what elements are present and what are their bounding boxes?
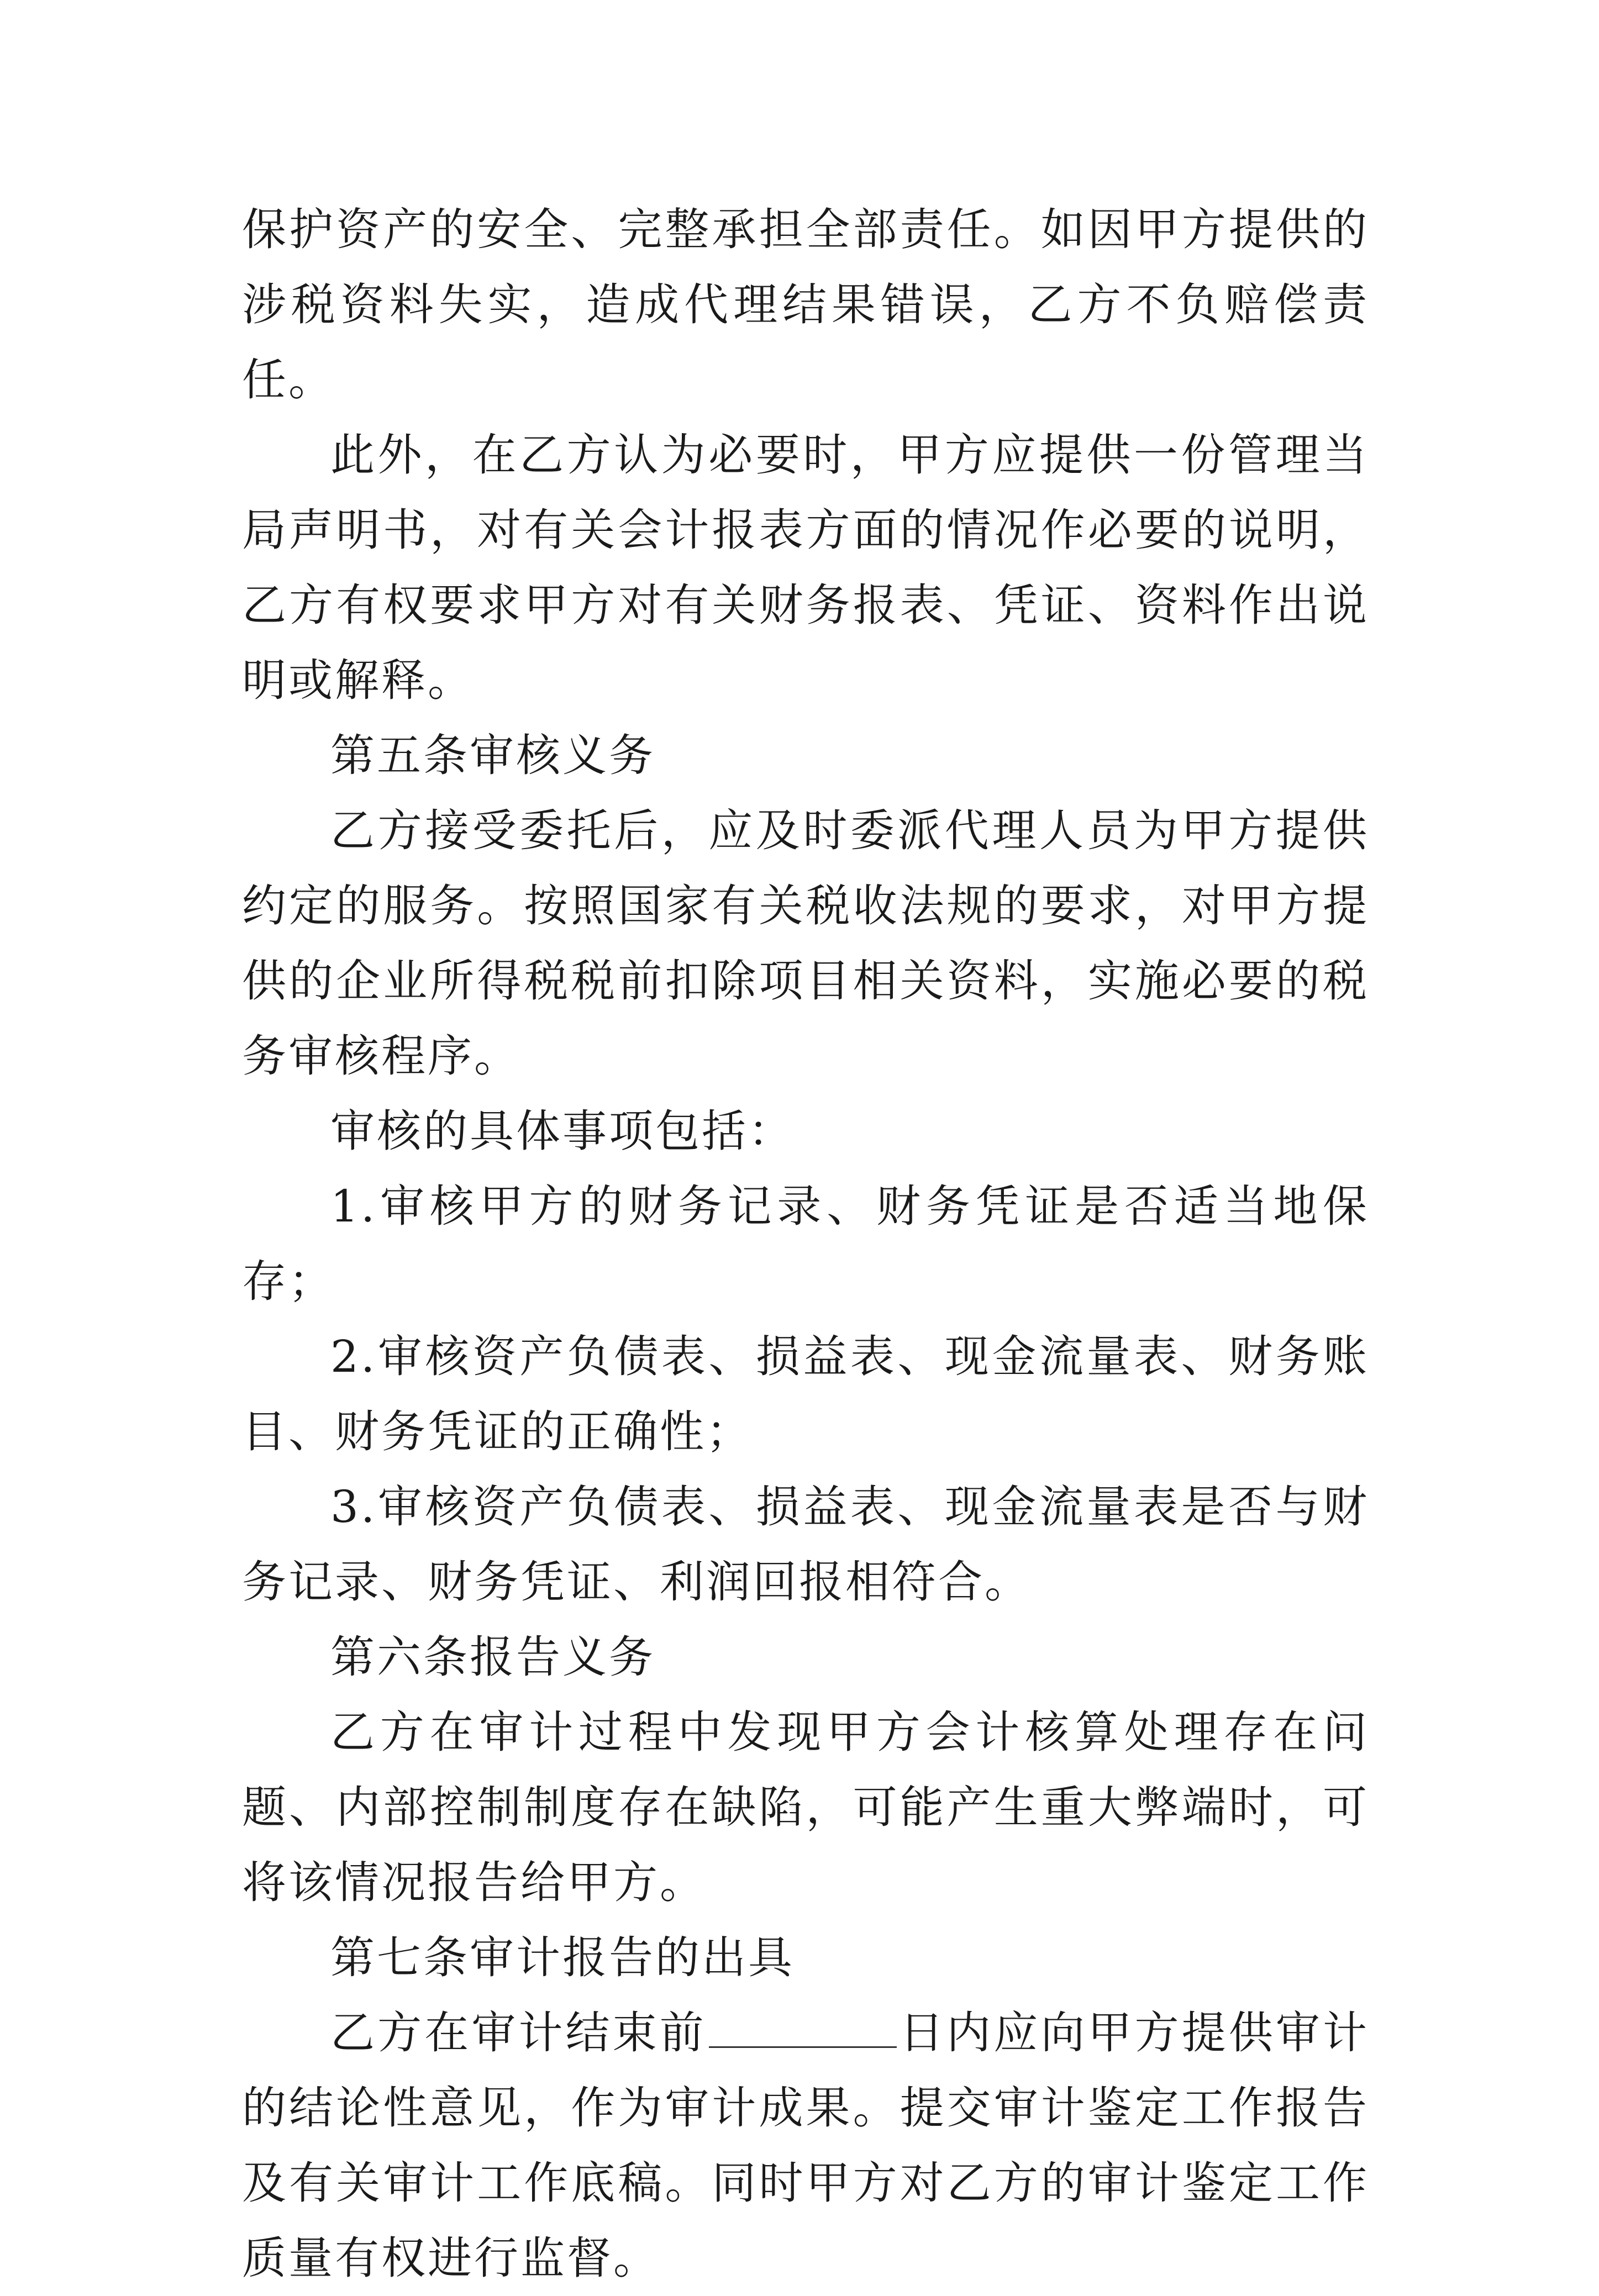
paragraph-report-duty: 乙方在审计过程中发现甲方会计核算处理存在问题、内部控制制度存在缺陷，可能产生重大弊端时，可将该情况报告给甲方。 bbox=[242, 1707, 1369, 1908]
paragraph-responsibility: 保护资产的安全、完整承担全部责任。如因甲方提供的涉税资料失实，造成代理结果错误，乙方不负赔偿责任。 bbox=[242, 204, 1369, 406]
audit-report-text-after: 日内应向甲方提供审计的结论性意见，作为审计成果。提交审计鉴定工作报告及有关审计工作底稿。同时甲方对乙方的审计鉴定工作质量有权进行监督。 bbox=[242, 2007, 1370, 2284]
list-item-2: 2.审核资产负债表、损益表、现金流量表、财务账目、财务凭证的正确性； bbox=[242, 1331, 1369, 1457]
article-5-heading: 第五条审核义务 bbox=[330, 730, 655, 781]
paragraph-audit-report bbox=[242, 1995, 1369, 2296]
paragraph-management-statement: 此外，在乙方认为必要时，甲方应提供一份管理当局声明书，对有关会计报表方面的情况作必要的说明，乙方有权要求甲方对有关财务报表、凭证、资料作出说明或解释。 bbox=[242, 429, 1369, 706]
paragraph-audit-duty: 乙方接受委托后，应及时委派代理人员为甲方提供约定的服务。按照国家有关税收法规的要求，对甲方提供的企业所得税税前扣除项目相关资料，实施必要的税务审核程序。 bbox=[242, 805, 1369, 1082]
document-body bbox=[242, 192, 1369, 2296]
article-7-heading: 第七条审计报告的出具 bbox=[330, 1932, 795, 1983]
days-blank-line bbox=[709, 2008, 897, 2048]
article-6-heading: 第六条报告义务 bbox=[330, 1631, 655, 1683]
list-item-1: 1.审核甲方的财务记录、财务凭证是否适当地保存； bbox=[242, 1181, 1369, 1307]
list-item-3: 3.审核资产负债表、损益表、现金流量表是否与财务记录、财务凭证、利润回报相符合。 bbox=[242, 1481, 1369, 1608]
audit-report-text-before: 乙方在审计结束前 bbox=[330, 2007, 707, 2058]
paragraph-audit-items-intro: 审核的具体事项包括： bbox=[330, 1105, 795, 1157]
